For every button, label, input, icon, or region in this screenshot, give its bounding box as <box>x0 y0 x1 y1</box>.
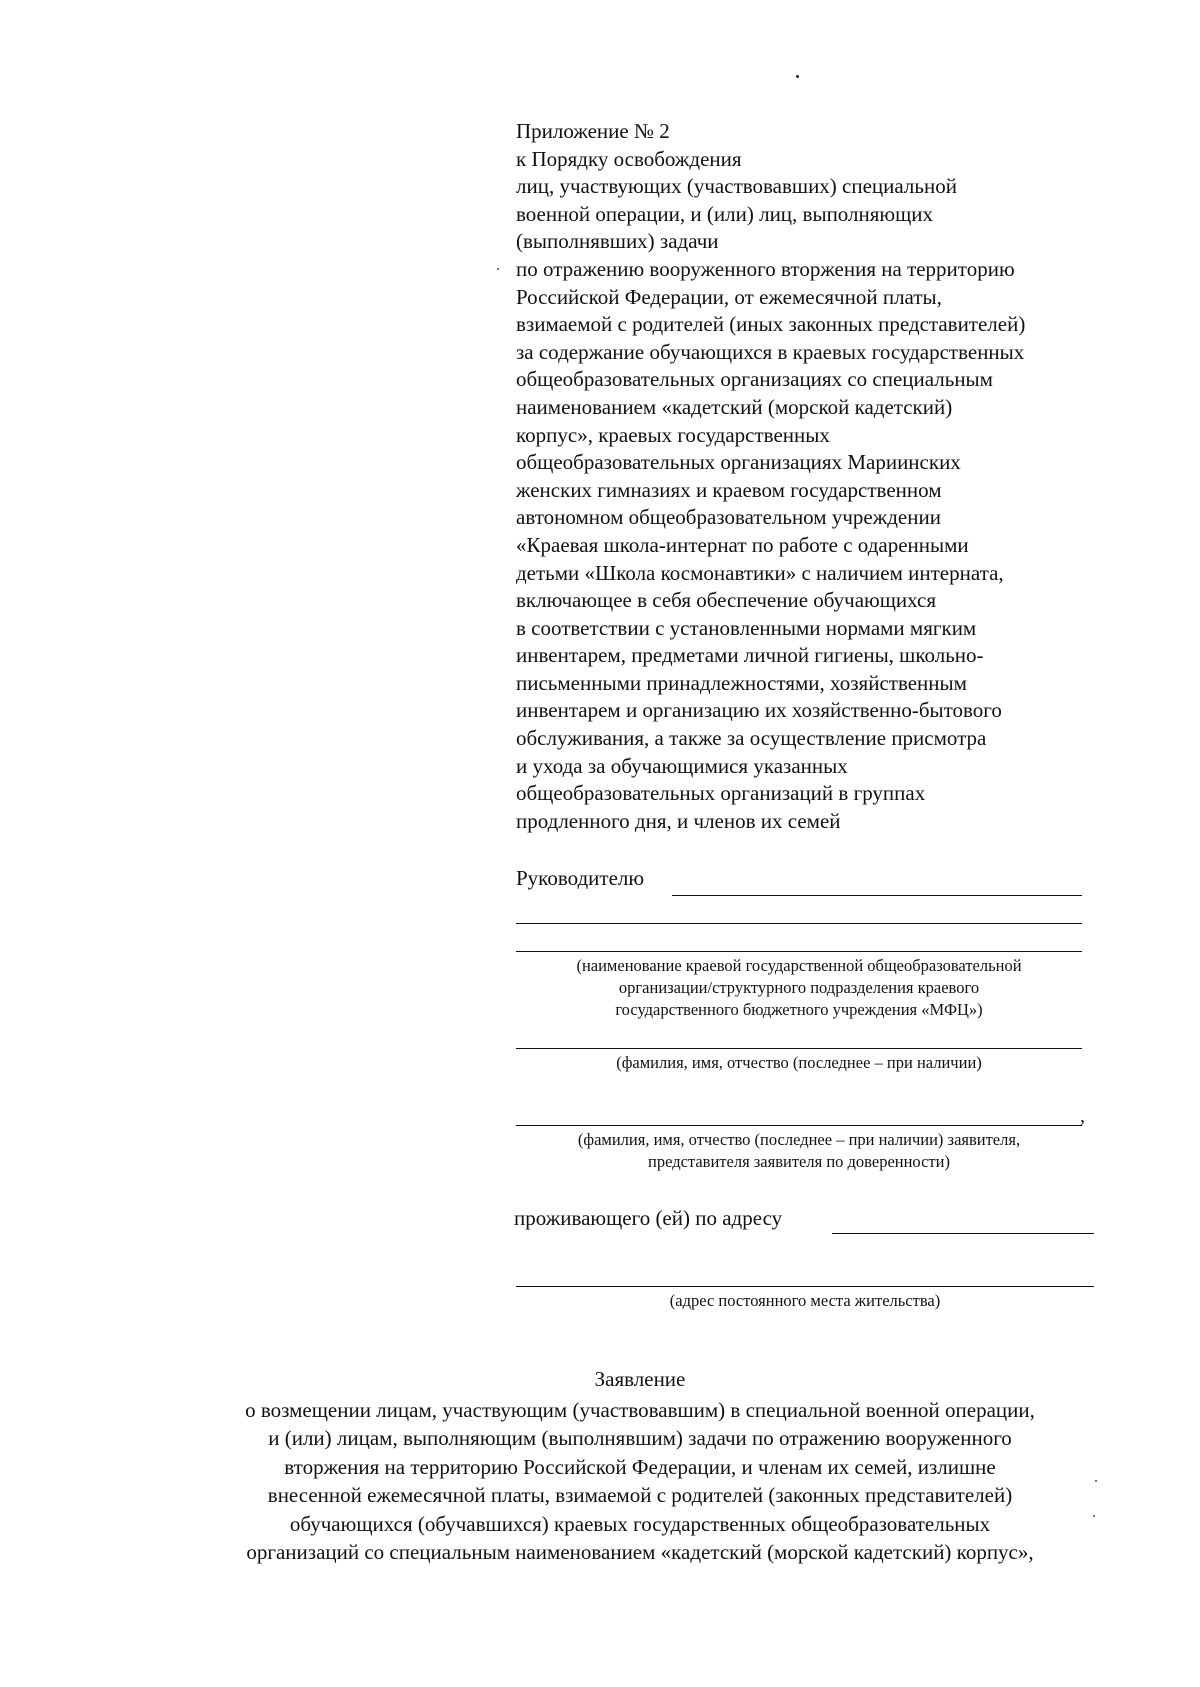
statement-line: и (или) лицам, выполняющим (выполнявшим) задачи по отражению вооруженного <box>268 1426 1012 1450</box>
address-blank-line-1[interactable] <box>832 1233 1094 1234</box>
annex-line: «Краевая школа-интернат по работе с одаренными <box>516 532 969 557</box>
annex-line: включающее в себя обеспечение обучающихся <box>516 588 937 613</box>
annex-header <box>516 118 1116 835</box>
statement-line: вторжения на территорию Российской Федерации, и членам их семей, излишне <box>284 1454 996 1479</box>
head-blank-line[interactable] <box>672 895 1082 896</box>
annex-line: взимаемой с родителей (иных законных представителей) <box>516 312 1026 337</box>
statement-line: внесенной ежемесячной платы, взимаемой с родителей (законных представителей) <box>267 1483 1013 1507</box>
annex-line: инвентарем и организацию их хозяйственно-бытового <box>516 698 1002 723</box>
annex-line: лиц, участвующих (участвовавших) специальной <box>516 174 957 199</box>
scan-speck <box>1095 1480 1097 1482</box>
statement-line: о возмещении лицам, участвующим (участвовавшим) в специальной военной операции, <box>245 1397 1035 1422</box>
scan-speck <box>796 75 799 78</box>
address-caption: (адрес постоянного места жительства) <box>669 1291 941 1310</box>
annex-line: женских гимназиях и краевом государственном <box>516 477 942 502</box>
annex-line: общеобразовательных организациях Мариинских <box>516 450 961 475</box>
annex-line: общеобразовательных организаций в группах <box>516 781 926 806</box>
annex-line: продленного дня, и членов их семей <box>516 808 841 833</box>
statement-line: организаций со специальным наименованием «кадетский (морской кадетский) корпус», <box>246 1540 1034 1564</box>
annex-line: наименованием «кадетский (морской кадетский) <box>516 394 953 419</box>
annex-line: военной операции, и (или) лиц, выполняющих <box>516 201 934 226</box>
org-blank-line-1[interactable] <box>516 923 1082 924</box>
applicant-caption: (фамилия, имя, отчество (последнее – при наличии) заявителя, представителя заявителя по доверенности) <box>577 1130 1021 1171</box>
annex-line: Приложение № 2 <box>516 119 670 143</box>
annex-line: в соответствии с установленными нормами мягким <box>516 615 977 640</box>
org-blank-line-2[interactable] <box>516 951 1082 952</box>
scan-speck <box>1093 1515 1095 1517</box>
annex-line: (выполнявших) задачи <box>516 229 719 254</box>
annex-line: по отражению вооруженного вторжения на территорию <box>516 256 1015 281</box>
statement-title: Заявление <box>594 1367 686 1391</box>
annex-line: корпус», краевых государственных <box>516 422 830 447</box>
annex-line: автономном общеобразовательном учреждении <box>516 505 941 530</box>
statement-block <box>150 1365 1130 1567</box>
head-name-blank-line[interactable] <box>516 1048 1082 1049</box>
applicant-comma: , <box>1080 1105 1085 1127</box>
annex-line: к Порядку освобождения <box>516 146 742 171</box>
applicant-blank-line[interactable] <box>516 1125 1082 1126</box>
annex-line: Российской Федерации, от ежемесячной платы, <box>516 284 942 309</box>
annex-line: общеобразовательных организациях со специальным <box>516 367 993 392</box>
annex-line: и ухода за обучающимися указанных <box>516 753 848 778</box>
annex-line: инвентарем, предметами личной гигиены, школьно- <box>516 643 984 668</box>
address-blank-line-2[interactable] <box>516 1286 1094 1287</box>
scan-speck <box>497 268 499 270</box>
address-label: проживающего (ей) по адресу <box>514 1206 783 1230</box>
annex-line: детьми «Школа космонавтики» с наличием интерната, <box>516 560 1004 585</box>
statement-line: обучающихся (обучавшихся) краевых государственных общеобразовательных <box>289 1511 991 1536</box>
org-caption: (наименование краевой государственной общеобразовательной организации/структурного подразделения краевого государственного бюджетного учреждения «МФЦ») <box>576 956 1022 1019</box>
head-label: Руководителю <box>516 866 645 890</box>
head-name-caption: (фамилия, имя, отчество (последнее – при наличии) <box>616 1053 982 1072</box>
annex-line: обслуживания, а также за осуществление присмотра <box>516 726 987 751</box>
annex-line: письменными принадлежностями, хозяйственным <box>516 670 967 695</box>
annex-line: за содержание обучающихся в краевых государственных <box>516 339 1025 364</box>
